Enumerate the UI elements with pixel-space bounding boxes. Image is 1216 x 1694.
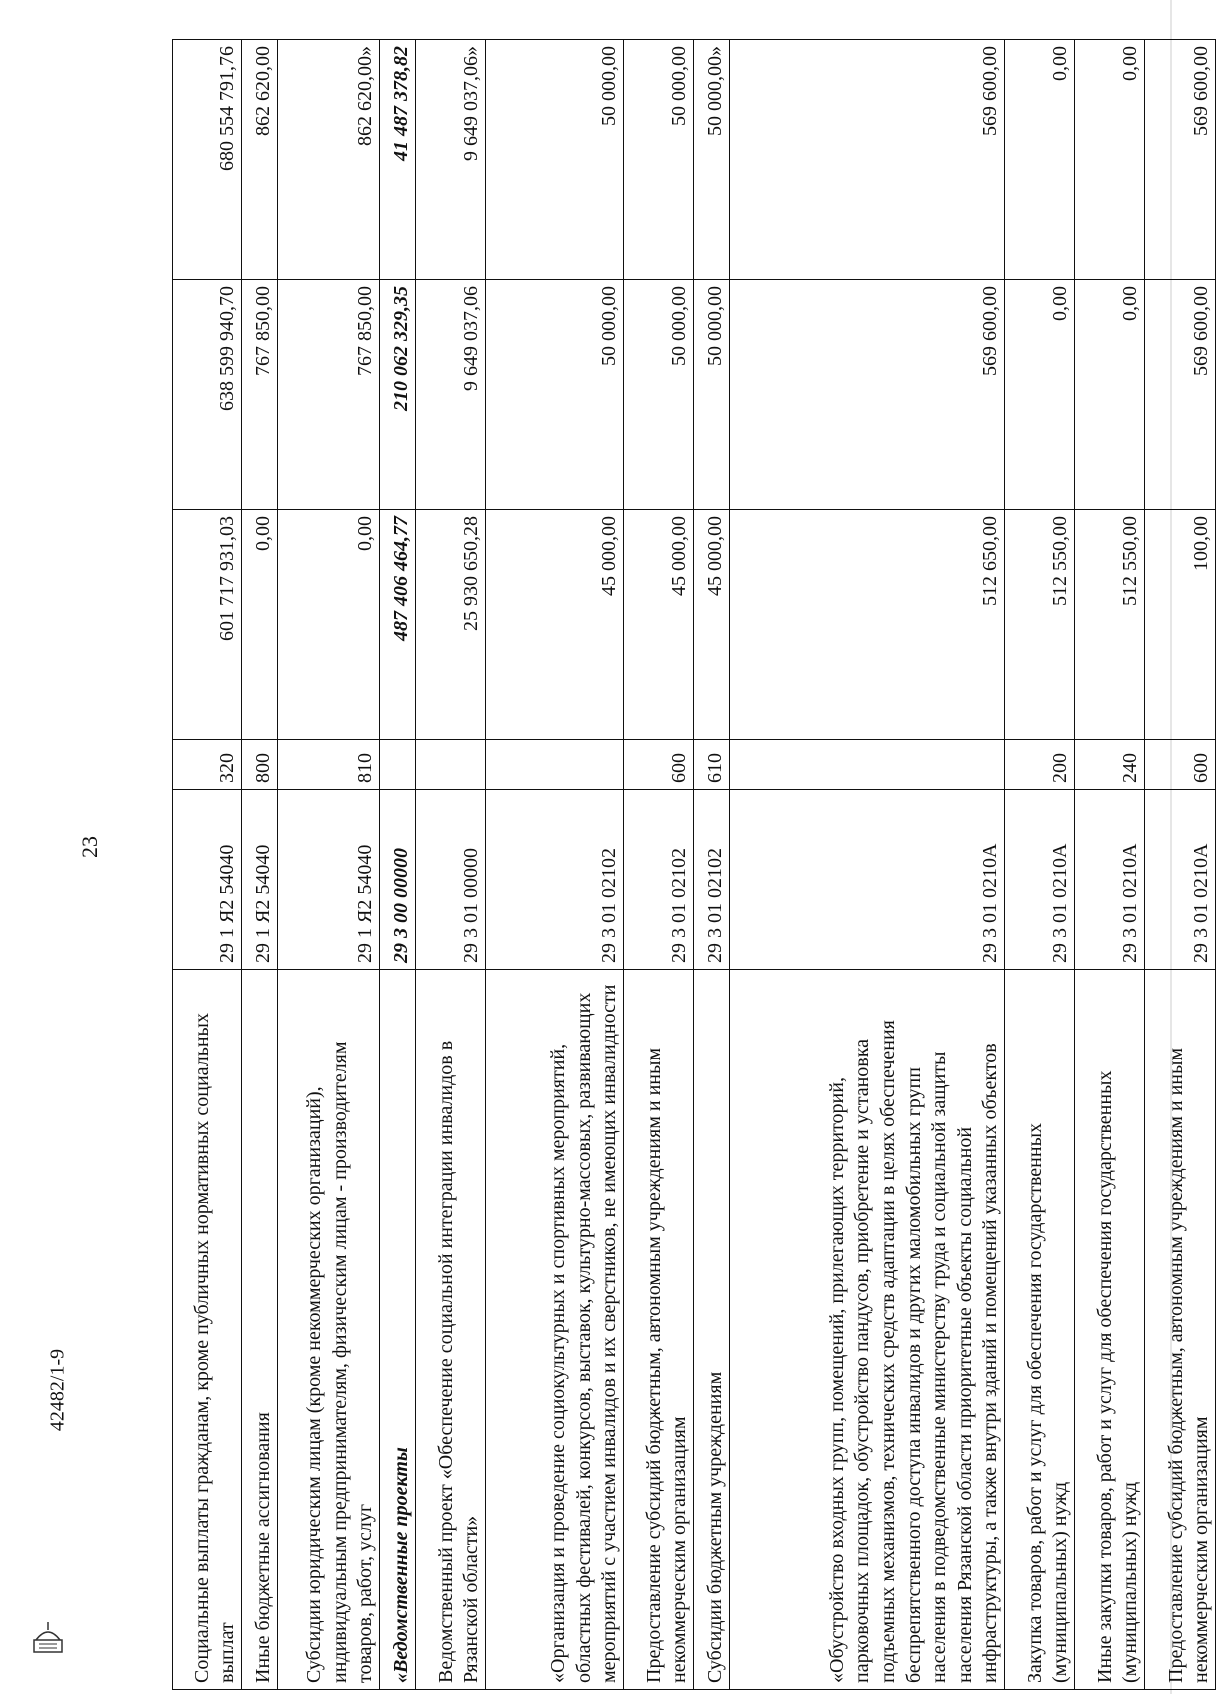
amount-year2-cell: 0,00 [1005,280,1075,510]
amount-year3-cell: 0,00 [1005,40,1075,280]
item-name-cell: Иные закупки товаров, работ и услуг для обеспечения государственных (муниципальных) нужд [1075,970,1145,1690]
amount-year3-cell: 569 600,00 [730,40,1005,280]
amount-year2-cell: 50 000,00 [694,280,730,510]
amount-year3-cell: 0,00 [1075,40,1145,280]
amount-year2-cell: 210 062 329,35 [380,280,416,510]
emblem-icon [30,1618,66,1656]
amount-year2-cell: 50 000,00 [486,280,624,510]
target-code-cell: 29 3 01 00000 [416,790,486,970]
target-code-cell: 29 3 01 0210А [730,790,1005,970]
amount-year3-cell: 569 600,00 [1145,40,1216,280]
target-code-cell: 29 1 Я2 54040 [242,790,278,970]
table-row [486,40,624,1690]
document-code: 42482/1-9 [46,1348,69,1432]
amount-year1-cell: 601 717 931,03 [173,510,242,740]
table-row [1145,40,1216,1690]
item-name-cell: «Организация и проведение социокультурных и спортивных мероприятий, областных фестивалей, конкурсов, выставок, культурно-массовых, развивающих мероприятий с участием инвалидов и их сверстников, не имеющих инвалидности [486,970,624,1690]
amount-year1-cell: 0,00 [242,510,278,740]
table-row [730,40,1005,1690]
amount-year1-cell: 512 550,00 [1005,510,1075,740]
expense-type-cell: 320 [173,740,242,790]
expense-type-cell [730,740,1005,790]
amount-year3-cell: 50 000,00 [486,40,624,280]
table-row [624,40,694,1690]
budget-table-container [172,40,1213,1690]
amount-year3-cell: 9 649 037,06» [416,40,486,280]
item-name-cell: Субсидии юридическим лицам (кроме некоммерческих организаций), индивидуальным предпринимателям, физическим лицам - производителям товаров, работ, услуг [278,970,380,1690]
table-row [380,40,416,1690]
item-name-cell: Закупка товаров, работ и услуг для обеспечения государственных (муниципальных) нужд [1005,970,1075,1690]
amount-year1-cell: 25 930 650,28 [416,510,486,740]
target-code-cell: 29 3 01 02102 [486,790,624,970]
target-code-cell: 29 3 01 0210А [1145,790,1216,970]
item-name-cell: Социальные выплаты гражданам, кроме публичных нормативных социальных выплат [173,970,242,1690]
amount-year2-cell: 569 600,00 [1145,280,1216,510]
target-code-cell: 29 1 Я2 54040 [278,790,380,970]
item-name-cell: Субсидии бюджетным учреждениям [694,970,730,1690]
item-name-cell: Иные бюджетные ассигнования [242,970,278,1690]
expense-type-cell [416,740,486,790]
amount-year2-cell: 0,00 [1075,280,1145,510]
amount-year3-cell: 862 620,00» [278,40,380,280]
budget-table [172,39,1216,1690]
table-row [416,40,486,1690]
amount-year2-cell: 9 649 037,06 [416,280,486,510]
amount-year1-cell: 45 000,00 [694,510,730,740]
expense-type-cell: 610 [694,740,730,790]
expense-type-cell: 200 [1005,740,1075,790]
expense-type-cell [486,740,624,790]
expense-type-cell: 600 [1145,740,1216,790]
expense-type-cell: 240 [1075,740,1145,790]
target-code-cell: 29 3 01 0210А [1005,790,1075,970]
target-code-cell: 29 3 01 02102 [624,790,694,970]
page-number: 23 [77,836,102,858]
amount-year1-cell: 512 550,00 [1075,510,1145,740]
amount-year2-cell: 638 599 940,70 [173,280,242,510]
target-code-cell: 29 3 01 02102 [694,790,730,970]
table-row [173,40,242,1690]
expense-type-cell [380,740,416,790]
expense-type-cell: 800 [242,740,278,790]
amount-year1-cell: 487 406 464,77 [380,510,416,740]
amount-year3-cell: 50 000,00» [694,40,730,280]
amount-year3-cell: 862 620,00 [242,40,278,280]
table-row [278,40,380,1690]
amount-year1-cell: 45 000,00 [486,510,624,740]
expense-type-cell: 810 [278,740,380,790]
amount-year3-cell: 41 487 378,82 [380,40,416,280]
amount-year3-cell: 680 554 791,76 [173,40,242,280]
item-name-cell: Ведомственный проект «Обеспечение социальной интеграции инвалидов в Рязанской области» [416,970,486,1690]
item-name-cell: «Ведомственные проекты [380,970,416,1690]
budget-table-body [173,40,1216,1690]
amount-year2-cell: 50 000,00 [624,280,694,510]
amount-year2-cell: 569 600,00 [730,280,1005,510]
amount-year3-cell: 50 000,00 [624,40,694,280]
item-name-cell: Предоставление субсидий бюджетным, автономным учреждениям и иным некоммерческим организациям [1145,970,1216,1690]
expense-type-cell: 600 [624,740,694,790]
target-code-cell: 29 1 Я2 54040 [173,790,242,970]
table-row [1005,40,1075,1690]
amount-year2-cell: 767 850,00 [242,280,278,510]
amount-year1-cell: 0,00 [278,510,380,740]
table-row [242,40,278,1690]
amount-year1-cell: 512 650,00 [730,510,1005,740]
table-row [694,40,730,1690]
item-name-cell: «Обустройство входных групп, помещений, прилегающих территорий, парковочных площадок, обустройство пандусов, приобретение и установка подъемных механизмов, технических средств адаптации в целях обеспечения беспрепятственного доступа инвалидов и других маломобильных групп населения в подведомственные министерству труда и социальной защиты населения Рязанской области приоритетные объекты социальной инфраструктуры, а также внутри зданий и помещений указанных объектов [730,970,1005,1690]
target-code-cell: 29 3 01 0210А [1075,790,1145,970]
item-name-cell: Предоставление субсидий бюджетным, автономным учреждениям и иным некоммерческим организациям [624,970,694,1690]
target-code-cell: 29 3 00 00000 [380,790,416,970]
amount-year1-cell: 100,00 [1145,510,1216,740]
table-row [1075,40,1145,1690]
amount-year2-cell: 767 850,00 [278,280,380,510]
amount-year1-cell: 45 000,00 [624,510,694,740]
